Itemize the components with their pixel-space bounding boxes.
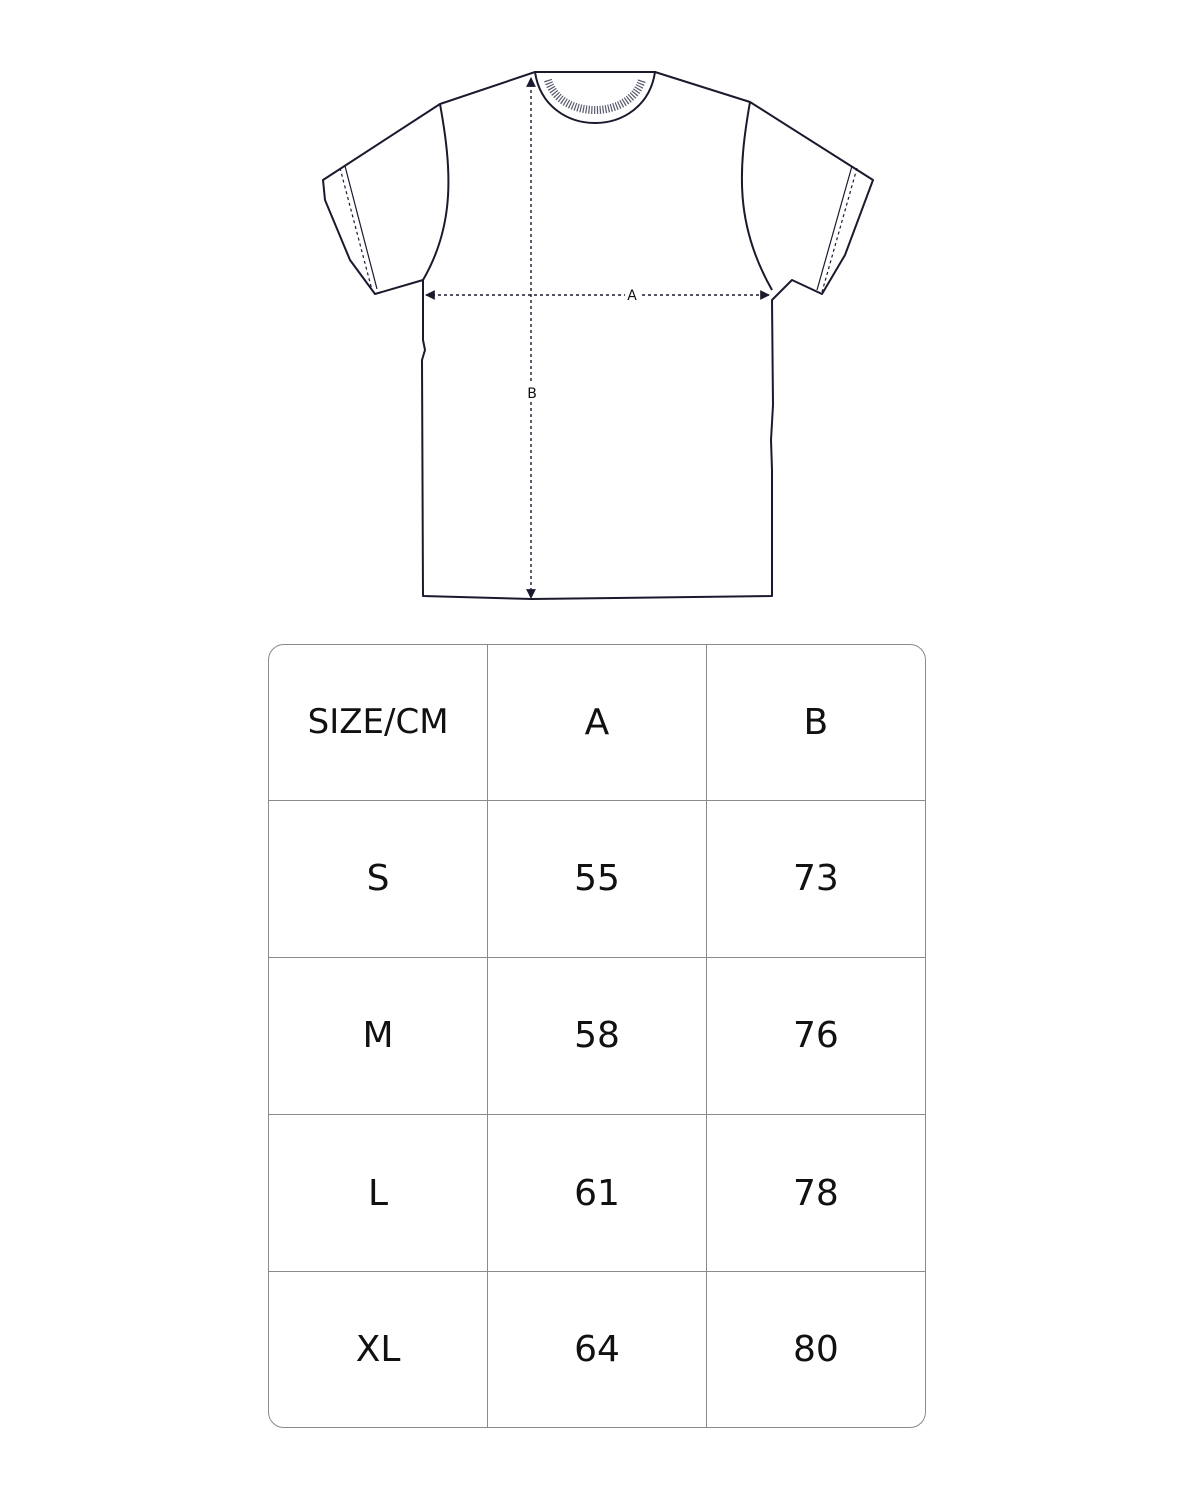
a-cell: 58 [488,957,707,1114]
table-row [269,800,925,957]
tshirt-icon [323,72,873,599]
header-b: B [706,645,925,800]
header-a: A [488,645,707,800]
a-cell: 64 [488,1272,707,1427]
b-cell: 73 [706,800,925,957]
table-row [269,957,925,1114]
a-cell: 61 [488,1115,707,1272]
size-cell: M [269,957,488,1114]
table-row [269,1272,925,1427]
b-cell: 76 [706,957,925,1114]
b-cell: 78 [706,1115,925,1272]
header-size: SIZE/CM [269,645,488,800]
size-chart-table [268,644,926,1428]
dimension-label-b: B [527,386,537,402]
table-header-row [269,645,925,800]
tshirt-diagram [0,0,1195,630]
dimension-label-a: A [627,288,637,304]
size-cell: L [269,1115,488,1272]
size-cell: S [269,800,488,957]
size-cell: XL [269,1272,488,1427]
table-row [269,1115,925,1272]
b-cell: 80 [706,1272,925,1427]
a-cell: 55 [488,800,707,957]
